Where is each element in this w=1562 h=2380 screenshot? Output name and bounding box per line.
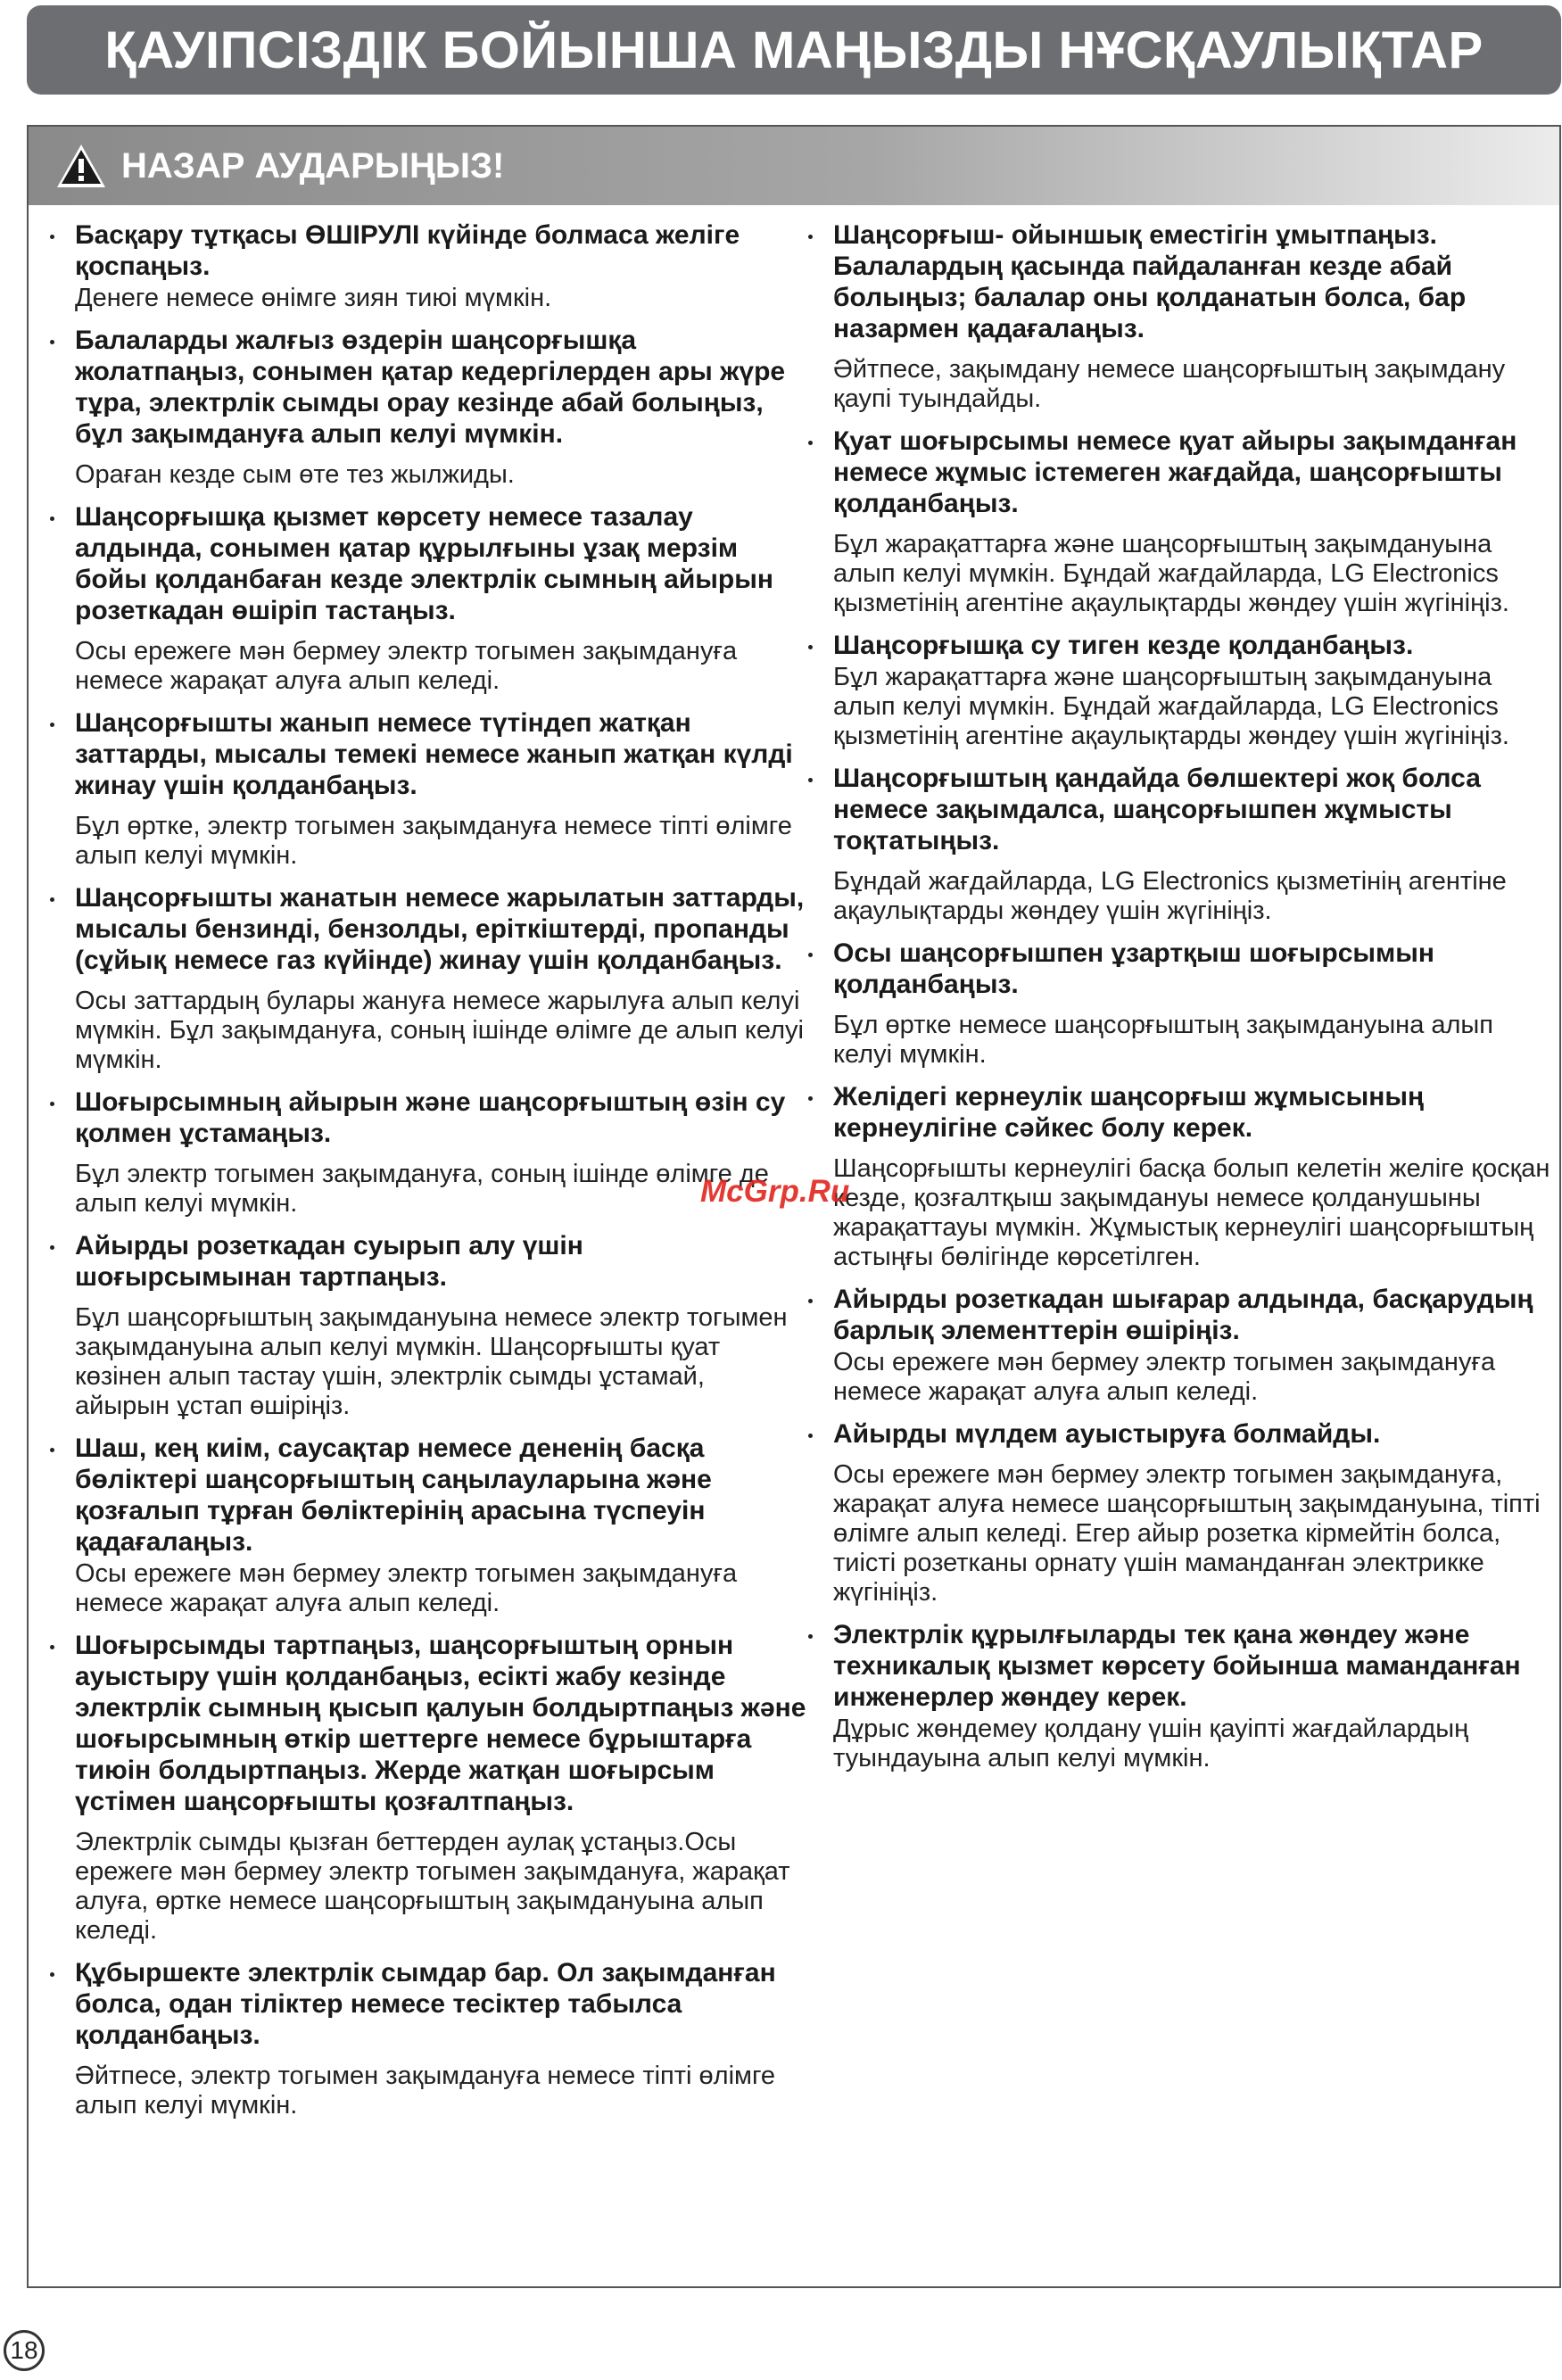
item-lead: Осы шаңсорғышпен ұзартқыш шоғырсымын қолданбаңыз. [833, 938, 1434, 999]
item-lead: Басқару тұтқасы ӨШІРУЛІ күйінде болмаса желіге қоспаңыз. [75, 220, 740, 281]
bullet-icon [808, 441, 813, 445]
item-lead: Шаңсорғышқа қызмет көрсету немесе тазалау алдында, сонымен қатар құрылғыны ұзақ мерзім бойы қолданбаған кезде электрлік сымның айырын розеткадан өшіріп тастаңыз. [75, 502, 773, 625]
item-desc: Электрлік сымды қызған беттерден аулақ ұстаңыз.Осы ережеге мән бермеу электр тогымен зақымдануға, жарақат алуға, өртке немесе шаңсорғыштың зақымдануына алып келеді. [75, 1828, 790, 1945]
list-item [799, 1081, 1554, 1272]
list-item [41, 882, 806, 1075]
bullet-icon [50, 1448, 54, 1452]
bullet-icon [808, 1634, 813, 1639]
item-lead: Шаңсорғышты жанып немесе түтіндеп жатқан заттарды, мысалы темекі немесе жанып жатқан күлді жинау үшін қолданбаңыз. [75, 708, 793, 800]
list-item [799, 426, 1554, 618]
list-item [41, 325, 806, 490]
watermark: McGrp.Ru [700, 1174, 850, 1209]
list-item [41, 1230, 806, 1421]
bullet-icon [50, 1972, 54, 1977]
item-desc: Әйтпесе, электр тогымен зақымдануға немесе тіпті өлімге алып келуі мүмкін. [75, 2062, 776, 2120]
right-column [799, 219, 1554, 1785]
item-lead: Шаңсорғышты жанатын немесе жарылатын заттарды, мысалы бензинді, бензолды, еріткіштерді, пропанды (сұйық немесе газ күйінде) жинау үшін қолданбаңыз. [75, 883, 805, 975]
item-lead: Балаларды жалғыз өздерін шаңсорғышқа жолатпаңыз, сонымен қатар кедергілерден ары жүре тұра, электрлік сымды орау кезінде абай болыңыз, бұл зақымдануға алып келуі мүмкін. [75, 326, 786, 449]
bullet-icon [808, 1096, 813, 1101]
item-desc: Осы ережеге мән бермеу электр тогымен зақымдануға немесе жарақат алуға алып келеді. [833, 1348, 1496, 1406]
warning-header [29, 127, 1559, 205]
page-title: ҚАУІПСІЗДІК БОЙЫНША МАҢЫЗДЫ НҰСҚАУЛЫҚТАР [104, 21, 1483, 79]
bullet-icon [50, 1645, 54, 1649]
bullet-icon [808, 953, 813, 957]
warning-label: НАЗАР АУДАРЫҢЫЗ! [121, 145, 505, 186]
list-item [799, 938, 1554, 1070]
item-desc: Денеге немесе өнімге зиян тиюі мүмкін. [75, 284, 552, 312]
list-item [799, 763, 1554, 926]
list-item [799, 1619, 1554, 1773]
item-lead: Айырды розеткадан суырып алу үшін шоғырсымынан тартпаңыз. [75, 1231, 583, 1292]
item-desc: Әйтпесе, зақымдану немесе шаңсорғыштың зақымдану қаупі туындайды. [833, 355, 1506, 413]
bullet-icon [50, 340, 54, 344]
item-lead: Шаңсорғыш- ойыншық еместігін ұмытпаңыз. Балалардың қасында пайдаланған кезде абай болыңыз; балалар оны қолданатын болса, бар назармен қадағалаңыз. [833, 220, 1467, 343]
bullet-icon [50, 516, 54, 521]
item-lead: Шаңсорғышқа су тиген кезде қолданбаңыз. [833, 631, 1414, 660]
bullet-icon [808, 235, 813, 239]
item-desc: Шаңсорғышты кернеулігі басқа болып келетін желіге қосқан кезде, қозғалтқыш зақымдануы немесе қолданушыны жарақаттауы мүмкін. Жұмыстық кернеулігі шаңсорғыштың астыңғы бөлігінде көрсетілген. [833, 1154, 1550, 1271]
list-item [41, 219, 806, 313]
item-lead: Шоғырсымды тартпаңыз, шаңсорғыштың орнын ауыстыру үшін қолданбаңыз, есікті жабу кезінде электрлік сымның қысып қалуын болдыртпаңыз және шоғырсымның өткір шеттерге немесе бұрыштарға тиюін болдыртпаңыз. Жерде жатқан шоғырсым үстімен шаңсорғышты қозғалтпаңыз. [75, 1631, 806, 1816]
bullet-icon [808, 1299, 813, 1303]
item-lead: Шоғырсымның айырын және шаңсорғыштың өзін су қолмен ұстамаңыз. [75, 1087, 786, 1148]
item-desc: Бұл өртке немесе шаңсорғыштың зақымдануына алып келуі мүмкін. [833, 1011, 1493, 1069]
item-lead: Қуат шоғырсымы немесе қуат айыры зақымданған немесе жұмыс істемеген жағдайда, шаңсорғышты қолданбаңыз. [833, 426, 1517, 518]
item-lead: Электрлік құрылғыларды тек қана жөндеу және техникалық қызмет көрсету бойынша маманданған инженерлер жөндеу керек. [833, 1620, 1521, 1712]
item-desc: Ораған кезде сым өте тез жылжиды. [75, 460, 515, 489]
list-item [41, 1630, 806, 1946]
item-lead: Айырды розеткадан шығарар алдында, басқарудың барлық элементтерін өшіріңіз. [833, 1285, 1533, 1345]
item-desc: Бұл өртке, электр тогымен зақымдануға немесе тіпті өлімге алып келуі мүмкін. [75, 812, 792, 870]
page-title-banner [27, 5, 1561, 95]
bullet-icon [50, 1102, 54, 1106]
bullet-icon [50, 1245, 54, 1250]
item-desc: Осы ережеге мән бермеу электр тогымен зақымдануға, жарақат алуға немесе шаңсорғыштың зақымдануына, тіпті өлімге алып келеді. Егер айыр розетка кірмейтін болса, тиісті розетканы орнату үшін маманданған электрикке жүгініңіз. [833, 1460, 1541, 1607]
bullet-icon [808, 1434, 813, 1438]
item-lead: Шаш, кең киім, саусақтар немесе дененің басқа бөліктері шаңсорғыштың саңылауларына және қозғалып тұрған бөліктерінің арасына түспеуін қадағалаңыз. [75, 1434, 712, 1557]
list-item [41, 1957, 806, 2120]
item-desc: Бұл жарақаттарға және шаңсорғыштың зақымдануына алып келуі мүмкін. Бұндай жағдайларда, LG Electronics қызметінің агентіне ақаулықтарды жөндеу үшін жүгініңіз. [833, 663, 1509, 750]
list-item [41, 501, 806, 696]
item-lead: Құбыршекте электрлік сымдар бар. Ол зақымданған болса, одан тіліктер немесе тесіктер табылса қолданбаңыз. [75, 1958, 776, 2050]
bullet-icon [808, 778, 813, 782]
list-item [41, 1087, 806, 1219]
list-item [41, 707, 806, 871]
list-item [799, 1284, 1554, 1407]
item-desc: Бұл электр тогымен зақымдануға, соның ішінде өлімге де алып келуі мүмкін. [75, 1160, 769, 1218]
item-desc: Дұрыс жөндемеу қолдану үшін қауіпті жағдайлардың туындауына алып келуі мүмкін. [833, 1715, 1469, 1773]
list-item [799, 219, 1554, 414]
left-column [41, 219, 806, 2132]
list-item [41, 1433, 806, 1618]
item-desc: Осы ережеге мән бермеу электр тогымен зақымдануға немесе жарақат алуға алып келеді. [75, 637, 738, 695]
item-desc: Бұл жарақаттарға және шаңсорғыштың зақымдануына алып келуі мүмкін. Бұндай жағдайларда, LG Electronics қызметінің агентіне ақаулықтарды жөндеу үшін жүгініңіз. [833, 530, 1509, 617]
bullet-icon [808, 645, 813, 649]
item-desc: Бұндай жағдайларда, LG Electronics қызметінің агентіне ақаулықтарды жөндеу үшін жүгініңіз. [833, 867, 1507, 925]
page-number: 18 [4, 2330, 45, 2371]
item-lead: Айырды мүлдем ауыстыруға болмайды. [833, 1419, 1381, 1449]
bullet-icon [50, 235, 54, 239]
list-item [799, 630, 1554, 751]
warning-triangle-icon [55, 143, 107, 189]
bullet-icon [50, 723, 54, 727]
list-item [799, 1418, 1554, 1607]
bullet-icon [50, 897, 54, 902]
item-desc: Бұл шаңсорғыштың зақымдануына немесе электр тогымен зақымдануына алып келуі мүмкін. Шаңсорғышты қуат көзінен алып тастау үшін, электрлік сымды ұстамай, айырын ұстап өшіріңіз. [75, 1303, 788, 1420]
item-desc: Осы заттардың булары жануға немесе жарылуға алып келуі мүмкін. Бұл зақымдануға, соның ішінде өлімге де алып келуі мүмкін. [75, 987, 804, 1074]
item-lead: Желідегі кернеулік шаңсорғыш жұмысының кернеулігіне сәйкес болу керек. [833, 1082, 1425, 1143]
item-lead: Шаңсорғыштың қандайда бөлшектері жоқ болса немесе зақымдалса, шаңсорғышпен жұмысты тоқтатыңыз. [833, 764, 1481, 855]
item-desc: Осы ережеге мән бермеу электр тогымен зақымдануға немесе жарақат алуға алып келеді. [75, 1559, 738, 1617]
